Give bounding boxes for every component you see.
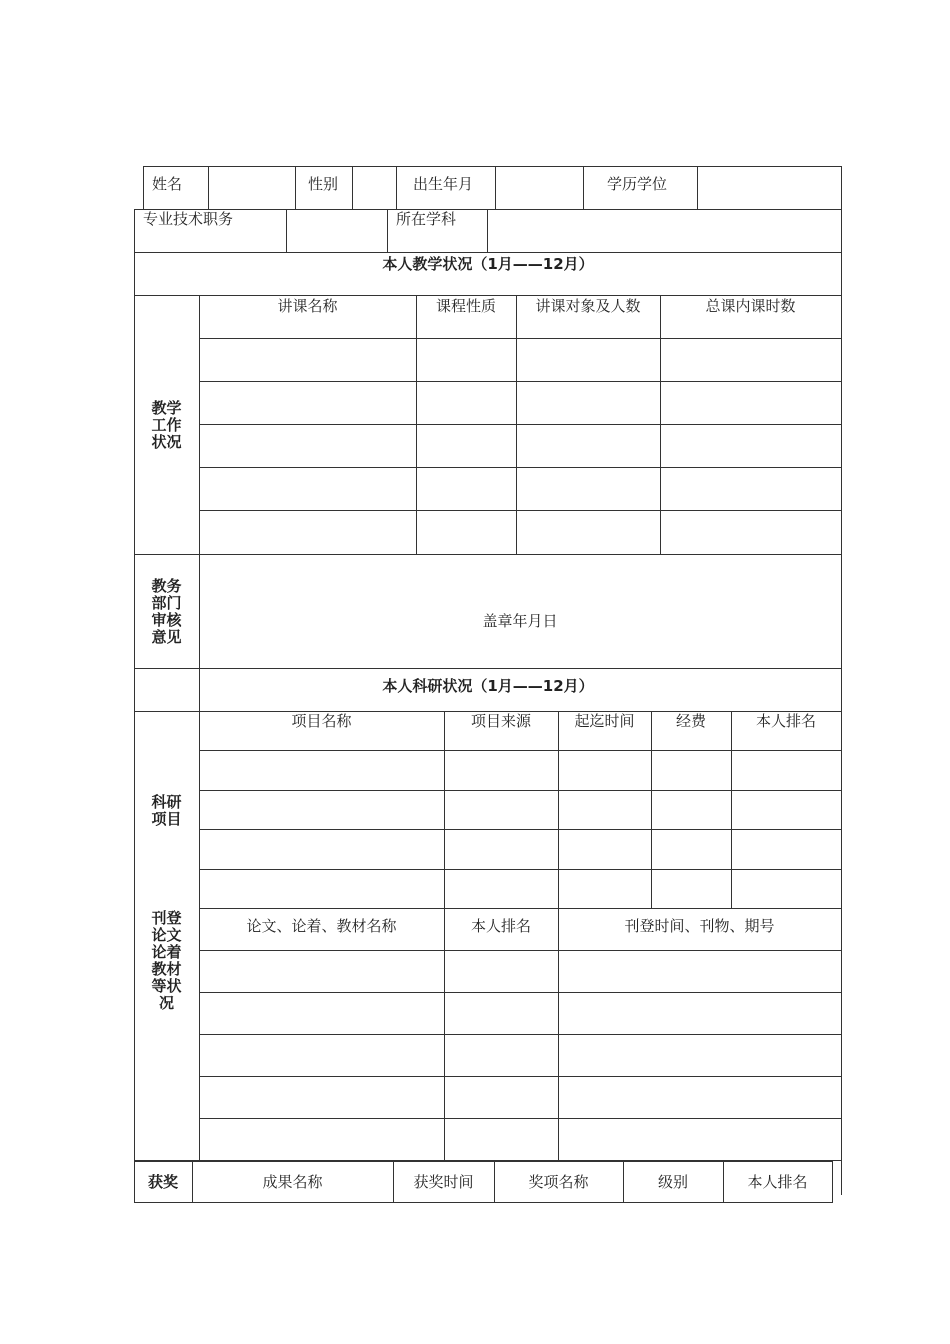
table-border: [134, 554, 842, 555]
award-col-rank: 本人排名: [747, 1173, 808, 1191]
table-row: [199, 510, 842, 511]
table-row: [199, 338, 842, 339]
table-row: [199, 869, 842, 870]
table-border: [134, 1202, 833, 1203]
table-row: [199, 992, 842, 993]
table-border: [558, 711, 559, 1161]
award-col-level: 级别: [657, 1173, 688, 1191]
pub-col-journal: 刊登时间、刊物、期号: [624, 917, 775, 935]
award-col-result-name: 成果名称: [262, 1173, 323, 1191]
table-border: [731, 711, 732, 908]
table-border: [832, 1161, 833, 1202]
teaching-col-course-nature: 课程性质: [435, 297, 496, 315]
research-side-label: 科研 项目: [151, 793, 182, 828]
table-border: [495, 166, 496, 209]
table-border: [199, 295, 200, 711]
table-border: [651, 711, 652, 908]
table-row: [199, 381, 842, 382]
table-border: [286, 209, 287, 252]
name-label: 姓名: [152, 175, 183, 193]
table-border: [134, 209, 842, 210]
table-border: [352, 166, 353, 209]
pub-col-title: 论文、论着、教材名称: [246, 917, 397, 935]
research-col-rank: 本人排名: [755, 712, 816, 730]
degree-label: 学历学位: [607, 175, 668, 193]
birth-label: 出生年月: [413, 175, 474, 193]
table-border: [697, 166, 698, 209]
table-border: [208, 166, 209, 209]
table-border: [583, 166, 584, 209]
publications-side-label: 刊登 论文 论着 教材 等状 况: [151, 909, 182, 1012]
table-row: [199, 1034, 842, 1035]
teaching-side-label: 教学 工作 状况: [151, 399, 182, 451]
discipline-label: 所在学科: [396, 210, 457, 228]
table-border: [487, 209, 488, 252]
table-row: [199, 467, 842, 468]
pub-col-rank: 本人排名: [470, 917, 531, 935]
table-border: [143, 166, 144, 209]
table-border: [295, 166, 296, 209]
table-border: [143, 166, 842, 167]
review-side-label: 教务 部门 审核 意见: [151, 577, 182, 646]
table-row: [199, 790, 842, 791]
teaching-col-audience: 讲课对象及人数: [535, 297, 641, 315]
table-row: [199, 1076, 842, 1077]
table-border: [396, 166, 397, 209]
stamp-date-text: 盖章年月日: [482, 612, 558, 630]
table-border: [444, 711, 445, 1161]
table-row: [199, 1118, 842, 1119]
table-border: [134, 295, 842, 296]
table-row: [199, 829, 842, 830]
table-border: [134, 252, 842, 253]
table-border: [199, 711, 200, 1161]
research-section-header: 本人科研状况（1月——12月）: [382, 677, 594, 695]
gender-label: 性别: [308, 175, 339, 193]
research-col-source: 项目来源: [470, 712, 531, 730]
teaching-col-hours: 总课内课时数: [705, 297, 796, 315]
table-row: [199, 424, 842, 425]
table-border: [199, 908, 842, 909]
table-border: [134, 668, 842, 669]
research-col-period: 起迄时间: [574, 712, 635, 730]
professional-title-label: 专业技术职务: [143, 210, 234, 228]
table-row: [199, 750, 842, 751]
table-row: [199, 950, 842, 951]
teaching-section-header: 本人教学状况（1月——12月）: [382, 255, 594, 273]
awards-side-label: 获奖: [147, 1173, 178, 1191]
research-col-funding: 经费: [675, 712, 706, 730]
award-col-date: 获奖时间: [413, 1173, 474, 1191]
teaching-col-course-name: 讲课名称: [277, 297, 338, 315]
table-border: [387, 209, 388, 252]
table-border: [134, 1161, 833, 1162]
award-col-award-name: 奖项名称: [528, 1173, 589, 1191]
research-col-project-name: 项目名称: [291, 712, 352, 730]
